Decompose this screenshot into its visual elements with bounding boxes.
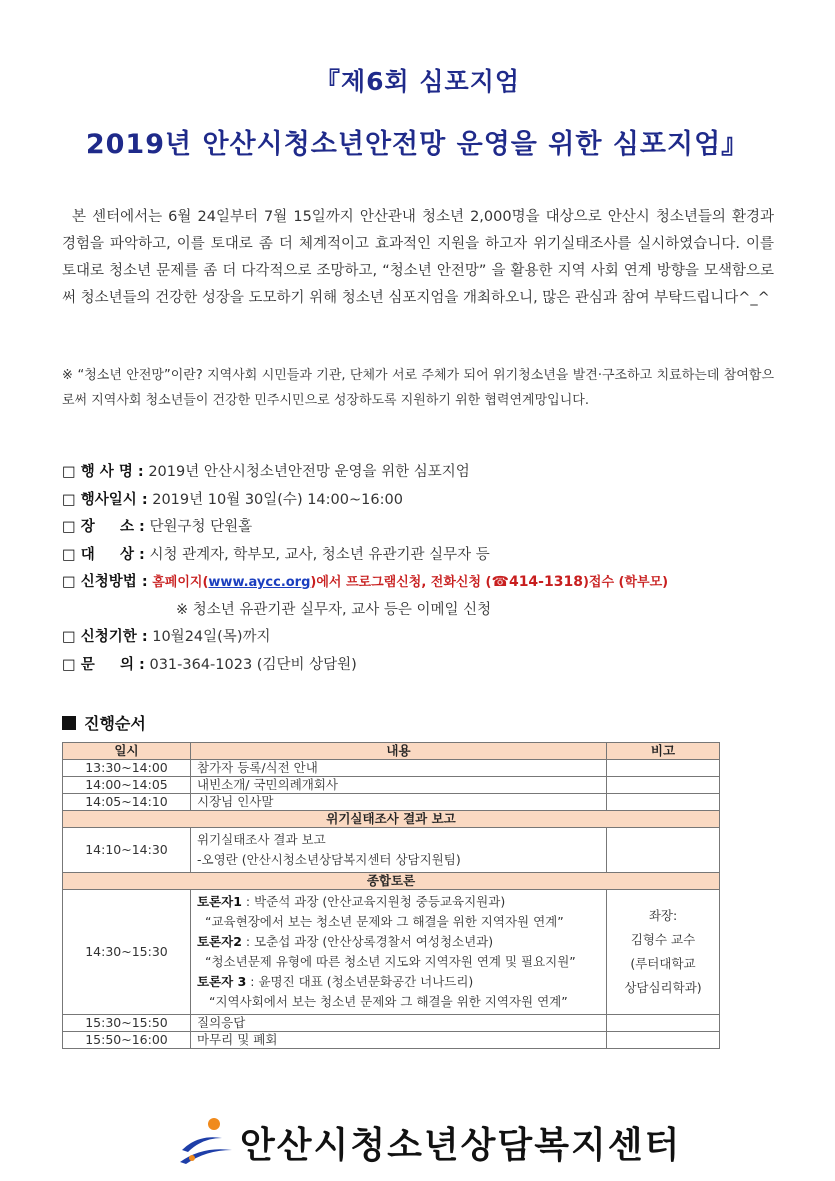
- report-content: [191, 828, 607, 873]
- info-label: □ 신청방법 :: [62, 574, 148, 590]
- discussant-2: [197, 932, 600, 952]
- black-square-icon: [62, 716, 76, 730]
- discussant-3-topic: “지역사회에서 보는 청소년 문제와 그 해결을 위한 지역자원 연계”: [209, 994, 568, 1009]
- title-line-2: 2019년 안산시청소년안전망 운영을 위한 심포지엄』: [85, 129, 750, 160]
- info-value: 시청 관계자, 학부모, 교사, 청소년 유관기관 실무자 등: [149, 546, 490, 563]
- discussant-2-topic: “청소년문제 유형에 따른 청소년 지도와 지역자원 연계 및 필요지원”: [205, 954, 576, 969]
- info-label: □ 행사일시 :: [62, 491, 148, 508]
- apply-method: [152, 575, 668, 590]
- row-remarks: [607, 828, 720, 873]
- apply-pre: 홈페이지(: [152, 575, 209, 590]
- info-value: 2019년 10월 30일(수) 14:00~16:00: [152, 491, 403, 508]
- row-content: 질의응답: [191, 1015, 607, 1032]
- info-value: 031-364-1023 (김단비 상담원): [149, 656, 357, 673]
- row-content: 마무리 및 폐회: [191, 1032, 607, 1049]
- apply-mid: )에서 프로그램신청, 전화신청 (: [310, 575, 492, 590]
- table-row: [63, 1032, 720, 1049]
- info-row-apply: [62, 569, 782, 597]
- table-row: [63, 1015, 720, 1032]
- chair-remarks: [607, 890, 720, 1015]
- discussant-info: : 윤명진 대표 (청소년문화공간 너나드리): [246, 974, 474, 989]
- event-info: [62, 459, 782, 679]
- info-row-target: [62, 542, 782, 570]
- program-table: [62, 742, 720, 1049]
- info-row-contact: [62, 652, 782, 680]
- row-content: 참가자 등록/식전 안내: [191, 760, 607, 777]
- row-content: 내빈소개/ 국민의례개회사: [191, 777, 607, 794]
- info-value: 10월24일(목)까지: [152, 629, 271, 645]
- info-label: □ 행 사 명 :: [62, 464, 144, 480]
- info-value: 2019년 안산시청소년안전망 운영을 위한 심포지엄: [148, 464, 470, 480]
- intro-paragraph: [62, 204, 774, 312]
- phone-number: ☎414-1318: [491, 574, 583, 590]
- row-remarks: [607, 1015, 720, 1032]
- apply-note: ※ 청소년 유관기관 실무자, 교사 등은 이메일 신청: [176, 601, 492, 618]
- chair-line-2: 김형수 교수: [630, 932, 696, 947]
- chair-line-4: 상담심리학과): [624, 980, 702, 995]
- subheader-report-text: 위기실태조사 결과 보고: [63, 811, 720, 828]
- row-time: 15:30~15:50: [63, 1015, 191, 1032]
- row-content: 시장님 인사말: [191, 794, 607, 811]
- row-time: 14:00~14:05: [63, 777, 191, 794]
- header-time: 일시: [63, 743, 191, 760]
- info-row-deadline: [62, 624, 782, 652]
- header-content: 내용: [191, 743, 607, 760]
- info-row-place: [62, 514, 782, 542]
- section-title-text: 진행순서: [84, 714, 146, 733]
- info-row-date: [62, 487, 782, 515]
- discussant-3: [197, 972, 600, 992]
- row-time: 14:10~14:30: [63, 828, 191, 873]
- row-remarks: [607, 794, 720, 811]
- swoosh-logo-icon: [178, 1116, 234, 1168]
- report-line-2: -오영란 (안산시청소년상담복지센터 상담지원팀): [197, 852, 461, 867]
- info-label: □ 신청기한 :: [62, 629, 148, 645]
- chair-line-1: 좌장:: [648, 908, 678, 923]
- table-row: [63, 777, 720, 794]
- table-row: [63, 794, 720, 811]
- homepage-link[interactable]: www.aycc.org: [208, 575, 311, 590]
- table-row-discussion: [63, 890, 720, 1015]
- info-label: □ 문 의 :: [62, 656, 145, 673]
- row-time: 15:50~16:00: [63, 1032, 191, 1049]
- discussant-label: 토론자1: [197, 894, 242, 909]
- intro-text: 본 센터에서는 6월 24일부터 7월 15일까지 안산관내 청소년 2,000명을 대상으로 안산시 청소년들의 환경과 경험을 파악하고, 이를 토대로 좀 더 체계적이고 효과적인 지원을 하고자 위기실태조사를 실시하였습니다. 이를 토대로 청소년 문제를 좀 더 다각적으로 조망하고, “청소년 안전망” 을 활용한 지역 사회 연계 방향을 모색함으로써 청소년들의 건강한 성장을 도모하기 위해 청소년 심포지엄을 개최하오니, 많은 관심과 참여 부탁드립니다^_^: [62, 209, 774, 306]
- row-remarks: [607, 1032, 720, 1049]
- org-name: 안산시청소년상담복지센터: [240, 1124, 682, 1166]
- row-time: 13:30~14:00: [63, 760, 191, 777]
- header-remarks: 비고: [607, 743, 720, 760]
- info-label: □ 장 소 :: [62, 519, 145, 535]
- table-header-row: [63, 743, 720, 760]
- row-remarks: [607, 760, 720, 777]
- subheader-discussion: [63, 873, 720, 890]
- row-time: 14:05~14:10: [63, 794, 191, 811]
- org-logo: [178, 1114, 681, 1170]
- safety-net-note: ※ “청소년 안전망”이란? 지역사회 시민들과 기관, 단체가 서로 주체가 되어 위기청소년을 발견·구조하고 치료하는데 참여함으로써 지역사회 청소년들이 건강한 민주시민으로 성장하도록 지원하기 위한 협력연계망입니다.: [62, 368, 774, 408]
- program-section-title: [62, 711, 146, 734]
- discussant-info: : 박준석 과장 (안산교육지원청 중등교육지원과): [241, 894, 506, 909]
- subheader-report: [63, 811, 720, 828]
- info-label: □ 대 상 :: [62, 546, 145, 563]
- row-remarks: [607, 777, 720, 794]
- title-line-1: 『제6회 심포지엄: [315, 67, 520, 96]
- discussant-info: : 모춘섭 과장 (안산상록경찰서 여성청소년과): [241, 934, 494, 949]
- discussant-label: 토론자2: [197, 934, 242, 949]
- discussant-1-topic: “교육현장에서 보는 청소년 문제와 그 해결을 위한 지역자원 연계”: [205, 914, 564, 929]
- discussant-label: 토론자 3: [197, 974, 247, 989]
- info-row-event: [62, 459, 782, 487]
- info-value: 단원구청 단원홀: [149, 519, 253, 535]
- subheader-discussion-text: 종합토론: [63, 873, 720, 890]
- apply-post: )접수 (학부모): [582, 575, 669, 590]
- row-time: 14:30~15:30: [63, 890, 191, 1015]
- table-row-report: [63, 828, 720, 873]
- table-row: [63, 760, 720, 777]
- report-line-1: 위기실태조사 결과 보고: [197, 832, 326, 847]
- chair-line-3: (루터대학교: [630, 956, 696, 971]
- discussant-1: [197, 892, 600, 912]
- discussion-content: [191, 890, 607, 1015]
